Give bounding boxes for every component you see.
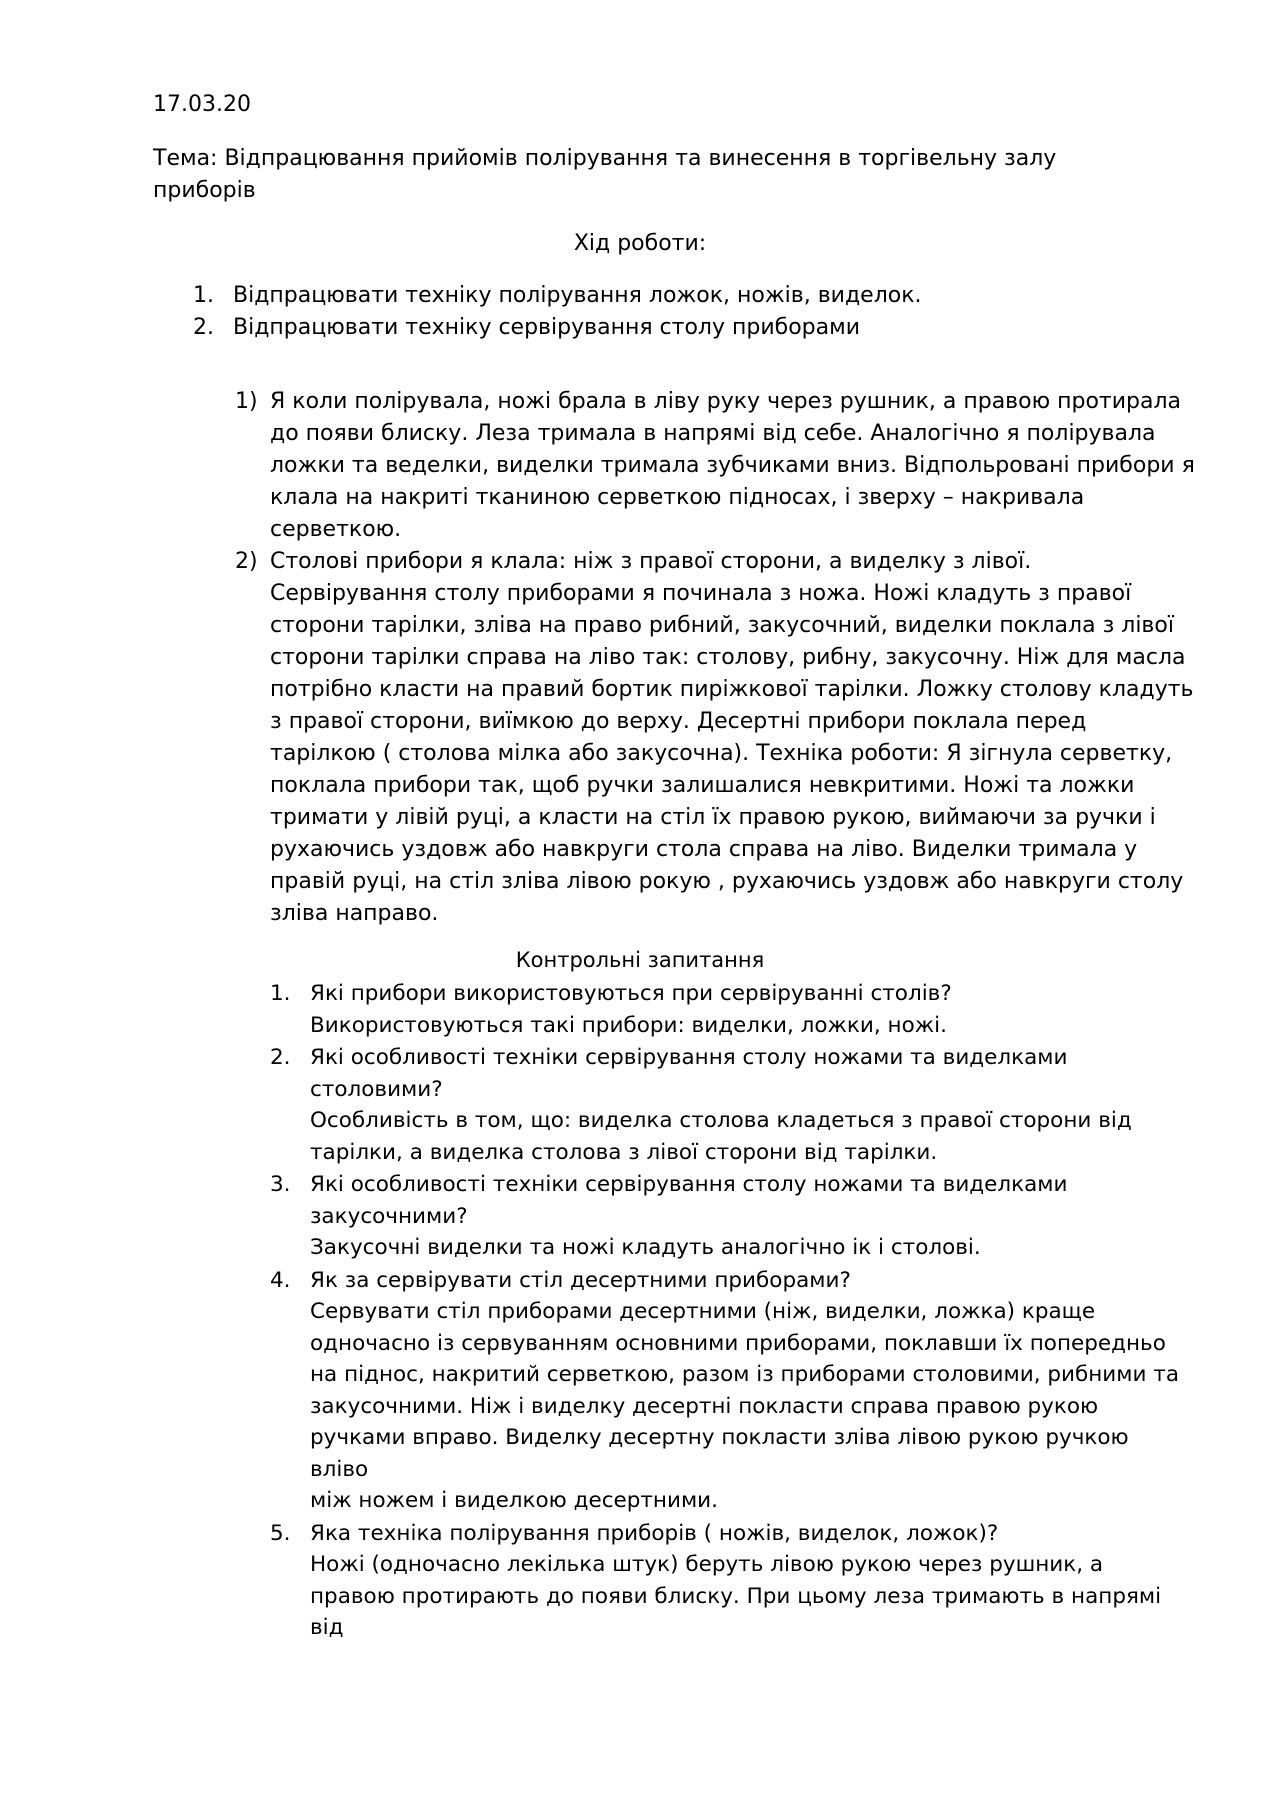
list-item-text: Відпрацювати техніку сервірування столу приборами — [233, 315, 861, 340]
list-number: 1. — [193, 283, 214, 308]
question-number: 4. — [270, 1267, 291, 1293]
answer-text: Ножі (одночасно лекілька штук) беруть лівою рукою через рушник, а правою протирають до появи блиску. При цьому леза тримають в напрямі від — [310, 1552, 1162, 1640]
answer-text: Особливість в том, що: виделка столова кладеться з правої сторони від тарілки, а виделка столова з лівої сторони від тарілки. — [310, 1108, 1132, 1165]
topic-line: Тема: Відпрацювання прийомів полірування та винесення в торгівельну залу приборів — [153, 146, 1057, 203]
question-text: Як за сервірувати стіл десертними приборами? — [310, 1267, 851, 1293]
answer-text: Сервувати стіл приборами десертними (ніж, виделки, ложка) краще одночасно із сервуванням основними приборами, поклавши їх попередньо — [310, 1299, 1166, 1356]
control-questions-heading: Контрольні запитання — [515, 948, 765, 972]
question-number: 2. — [270, 1045, 291, 1070]
question-text: Які прибори використовуються при сервіруванні столів? — [310, 981, 952, 1006]
list-number: 2. — [193, 315, 214, 340]
answer-text: на піднос, накритий серветкою, разом із приборами столовими, рибними та — [310, 1362, 1180, 1387]
document-date: 17.03.20 — [153, 92, 251, 117]
question-number: 3. — [270, 1172, 291, 1197]
answer-text: закусочними. Ніж і виделку десертні покласти справа правою рукою ручками вправо. Виделку десертну покласти зліва лівою рукою ручкою вліво — [310, 1393, 1129, 1482]
question-item — [270, 978, 1190, 1041]
list-item-text: Я коли полірувала, ножі брала в ліву руку через рушник, а правою протирала до появи блиску. Леза тримала в напрямі від себе. Аналогічно я полірувала ложки та веделки, виделки тримала зубчиками вниз. Відпольровані прибори я клала на накриті тканиною серветкою підносах, і зверху – накривала серветкою. — [270, 389, 1195, 542]
steps-list — [193, 280, 922, 344]
question-text: Які особливості техніки сервірування столу ножами та виделками закусочними? — [310, 1172, 1068, 1229]
list-number: 1) — [235, 389, 258, 414]
answer-text: Використовуються такі прибори: виделки, ложки, ножі. — [310, 1012, 947, 1038]
work-heading: Хід роботи: — [573, 231, 707, 256]
list-item — [193, 312, 922, 344]
question-item — [270, 1042, 1190, 1168]
question-number: 1. — [270, 981, 291, 1006]
answers-list — [235, 386, 1195, 930]
answer-text: між ножем і виделкою десертними. — [310, 1488, 718, 1513]
answer-text: Закусочні виделки та ножі кладуть аналогічно ік і столові. — [310, 1235, 981, 1260]
question-number: 5. — [270, 1520, 291, 1546]
question-text: Яка техніка полірування приборів ( ножів, виделок, ложок)? — [310, 1520, 999, 1546]
list-item — [235, 386, 1195, 546]
list-item — [235, 546, 1195, 930]
list-item-text: Столові прибори я клала: ніж з правої сторони, а виделку з лівої. Сервірування столу приборами я починала з ножа. Ножі кладуть з правої сторони тарілки, зліва на право рибний, закусочний, виделки поклала з лівої сторони тарілки справа на ліво так: столову, рибну, закусочну. Ніж для масла потрібно класти на правий бортик пиріжкової тарілки. Ложку столову кладуть з правої сторони, виїмкою до верху. Десертні прибори поклала перед тарілкою ( столова мілка або закусочна). Техніка роботи: Я зігнула серветку, поклала прибори так, щоб ручки залишалися невкритими. Ножі та ложки тримати у лівій руці, а класти на стіл їх правою рукою, виймаючи за ручки і рухаючись уздовж або навкруги стола справа на ліво. Виделки тримала у правій руці, на стіл зліва лівою рокую , рухаючись уздовж або навкруги столу зліва направо. — [270, 549, 1194, 926]
questions-list — [270, 978, 1190, 1645]
list-number: 2) — [235, 549, 258, 574]
question-item — [270, 1169, 1190, 1264]
list-item — [193, 280, 922, 312]
question-item — [270, 1518, 1190, 1644]
question-item — [270, 1265, 1190, 1517]
list-item-text: Відпрацювати техніку полірування ложок, ножів, виделок. — [233, 283, 922, 308]
question-text: Які особливості техніки сервірування столу ножами та виделками столовими? — [310, 1045, 1068, 1102]
